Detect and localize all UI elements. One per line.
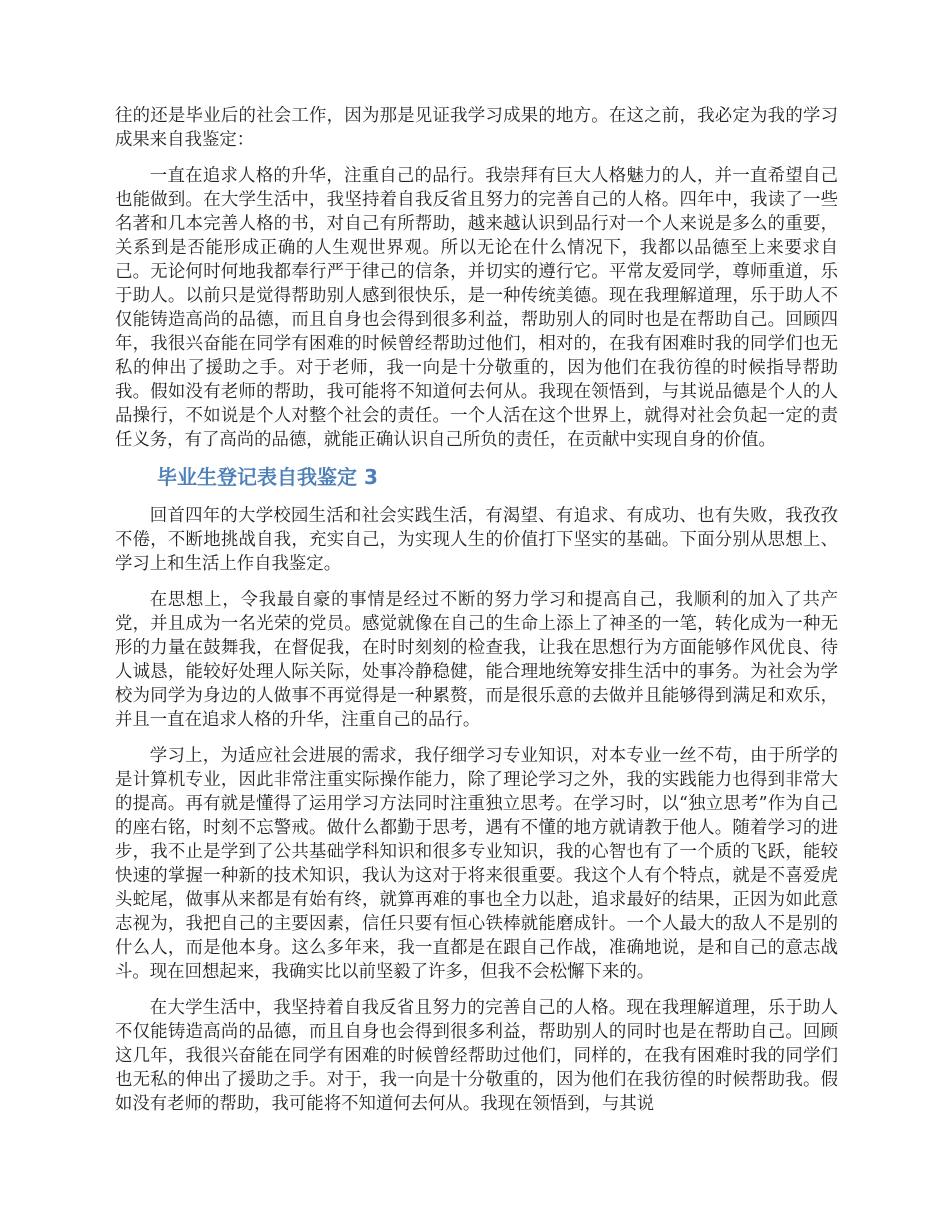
section-heading: 毕业生登记表自我鉴定 3 [157,465,378,489]
paragraph-continued: 往的还是毕业后的社会工作，因为那是见证我学习成果的地方。在这之前，我必定为我的学习成果来自我鉴定： [115,106,838,150]
paragraph-thought: 在思想上，令我最自豪的事情是经过不断的努力学习和提高自己，我顺利的加入了共产党，并且成为一名光荣的党员。感觉就像在自己的生命上添上了神圣的一笔，转化成为一种无形的力量在鼓舞我，在督促我，在时时刻刻的检查我，让我在思想行为方面能够作风优良、待人诚恳，能较好处理人际关际，处事冷静稳健，能合理地统筹安排生活中的事务。为社会为学校为同学为身边的人做事不再觉得是一种累赘，而是很乐意的去做并且能够得到满足和欢乐，并且一直在追求人格的升华，注重自己的品行。 [115,590,838,730]
paragraph-intro: 回首四年的大学校园生活和社会实践生活，有渴望、有追求、有成功、也有失败，我孜孜不倦，不断地挑战自我，充实自己，为实现人生的价值打下坚实的基础。下面分别从思想上、学习上和生活上作自我鉴定。 [115,506,838,574]
paragraph-study: 学习上，为适应社会进展的需求，我仔细学习专业知识，对本专业一丝不苟，由于所学的是计算机专业，因此非常注重实际操作能力，除了理论学习之外，我的实践能力也得到非常大的提高。再有就是懂得了运用学习方法同时注重独立思考。在学习时，以“独立思考”作为自己的座右铭，时刻不忘警戒。做什么都勤于思考，遇有不懂的地方就请教于他人。随着学习的进步，我不止是学到了公共基础学科知识和很多专业知识，我的心智也有了一个质的飞跃，能较快速的掌握一种新的技术知识，我认为这对于将来很重要。我这个人有个特点，就是不喜爱虎头蛇尾，做事从来都是有始有终，就算再难的事也全力以赴，追求最好的结果，正因为如此意志视为，我把自己的主要因素，信任只要有恒心铁棒就能磨成针。一个人最大的敌人不是别的什么人，而是他本身。这么多年来，我一直都是在跟自己作战，准确地说，是和自己的意志战斗。现在回想起来，我确实比以前坚毅了许多，但我不会松懈下来的。 [115,746,838,982]
document-page [115,104,838,1128]
paragraph-character: 一直在追求人格的升华，注重自己的品行。我崇拜有巨大人格魅力的人，并一直希望自己也能做到。在大学生活中，我坚持着自我反省且努力的完善自己的人格。四年中，我读了一些名著和几本完善人格的书，对自己有所帮助，越来越认识到品行对一个人来说是多么的重要，关系到是否能形成正确的人生观世界观。所以无论在什么情况下，我都以品德至上来要求自己。无论何时何地我都奉行严于律己的信条，并切实的遵行它。平常友爱同学，尊师重道，乐于助人。以前只是觉得帮助别人感到很快乐，是一种传统美德。现在我理解道理，乐于助人不仅能铸造高尚的品德，而且自身也会得到很多利益，帮助别人的同时也是在帮助自己。回顾四年，我很兴奋能在同学有困难的时候曾经帮助过他们，相对的，在我有困难时我的同学们也无私的伸出了援助之手。对于老师，我一向是十分敬重的，因为他们在我彷徨的时候指导帮助我。假如没有老师的帮助，我可能将不知道何去何从。我现在领悟到，与其说品德是个人的人品操行，不如说是个人对整个社会的责任。一个人活在这个世界上，就得对社会负起一定的责任义务，有了高尚的品德，就能正确认识自己所负的责任，在贡献中实现自身的价值。 [115,166,838,450]
paragraph-life: 在大学生活中，我坚持着自我反省且努力的完善自己的人格。现在我理解道理，乐于助人不仅能铸造高尚的品德，而且自身也会得到很多利益，帮助别人的同时也是在帮助自己。回顾这几年，我很兴奋能在同学有困难的时候曾经帮助过他们，同样的，在我有困难时我的同学们也无私的伸出了援助之手。对于，我一向是十分敬重的，因为他们在我彷徨的时候帮助我。假如没有老师的帮助，我可能将不知道何去何从。我现在领悟到，与其说 [115,998,838,1114]
